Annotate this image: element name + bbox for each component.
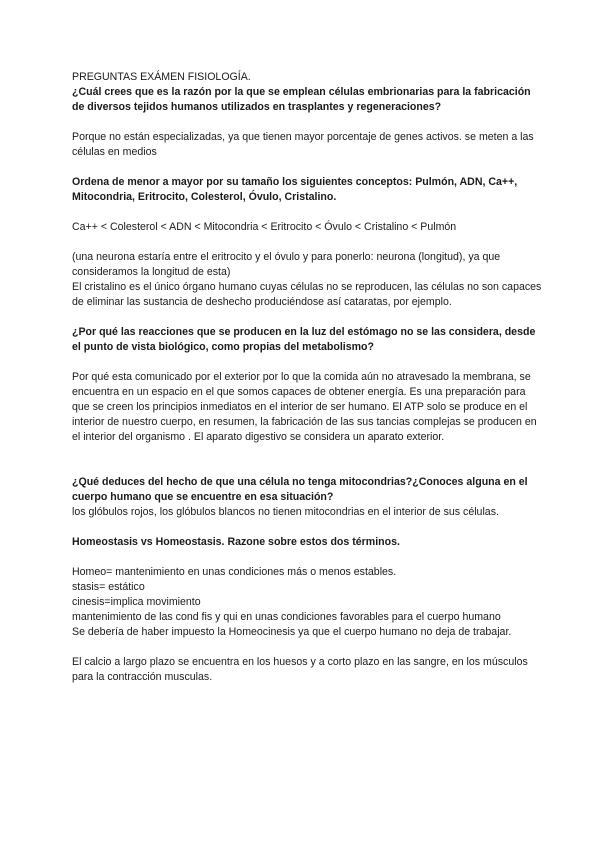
question-1: ¿Cuál crees que es la razón por la que se emplean células embrionarias para la fabricación de diversos tejidos humanos utilizados en trasplantes y regeneraciones? (72, 86, 531, 113)
document-title: PREGUNTAS EXÁMEN FISIOLOGÍA. (72, 71, 251, 83)
answer-1: Porque no están especializadas, ya que tienen mayor porcentaje de genes activos. se meten a las células en medios (72, 131, 534, 158)
question-3: ¿Por qué las reacciones que se producen en la luz del estómago no se las considera, desde el punto de vista biológico, como propias del metabolismo? (72, 326, 536, 353)
answer-4: los glóbulos rojos, los glóbulos blancos no tienen mitocondrias en el interior de sus células. (72, 506, 499, 518)
answer-5-line3: cinesis=implica movimiento (72, 596, 201, 608)
spacer (72, 355, 542, 370)
spacer (72, 115, 542, 130)
answer-5-line1: Homeo= mantenimiento en unas condiciones más o menos estables. (72, 566, 397, 578)
answer-2-note: (una neurona estaría entre el eritrocito y el óvulo y para ponerlo: neurona (longitud), ya que consideramos la longitud de esta) (72, 251, 501, 278)
answer-5-line4: mantenimiento de las cond fis y qui en unas condiciones favorables para el cuerpo humano (72, 611, 501, 623)
question-5: Homeostasis vs Homeostasis. Razone sobre estos dos términos. (72, 536, 400, 548)
question-2: Ordena de menor a mayor por su tamaño los siguientes conceptos: Pulmón, ADN, Ca++, Mitocondria, Eritrocito, Colesterol, Óvulo, Cristalino. (72, 176, 518, 203)
question-4: ¿Qué deduces del hecho de que una célula no tenga mitocondrias?¿Conoces alguna en el cuerpo humano que se encuentre en esa situación? (72, 476, 528, 503)
answer-5-line6: El calcio a largo plazo se encuentra en los huesos y a corto plazo en las sangre, en los músculos para la contracción musculas. (72, 656, 528, 683)
spacer (72, 445, 542, 475)
answer-2-order: Ca++ < Colesterol < ADN < Mitocondria < Eritrocito < Óvulo < Cristalino < Pulmón (72, 221, 457, 233)
answer-2-note2: El cristalino es el único órgano humano cuyas células no se reproducen, las células no son capaces de eliminar las sustancia de deshecho produciéndose así cataratas, por ejemplo. (72, 281, 542, 308)
spacer (72, 310, 542, 325)
spacer (72, 640, 542, 655)
document-page (72, 70, 542, 685)
spacer (72, 160, 542, 175)
answer-5-line5: Se debería de haber impuesto la Homeocinesis ya que el cuerpo humano no deja de trabajar. (72, 626, 512, 638)
answer-3: Por qué esta comunicado por el exterior por lo que la comida aún no atravesado la membrana, se encuentra en un espacio en el que somos capaces de obtener energía. Es una preparación para que se creen los principios inmediatos en el interior de ser humano. El ATP solo se produce en el interior de nuestro cuerpo, en resumen, la fabricación de las sus tancias complejas se producen en el interior del organismo . El aparato digestivo se considera un aparato exterior. (72, 371, 537, 443)
spacer (72, 205, 542, 220)
spacer (72, 550, 542, 565)
spacer (72, 520, 542, 535)
spacer (72, 235, 542, 250)
answer-5-line2: stasis= estático (72, 581, 145, 593)
